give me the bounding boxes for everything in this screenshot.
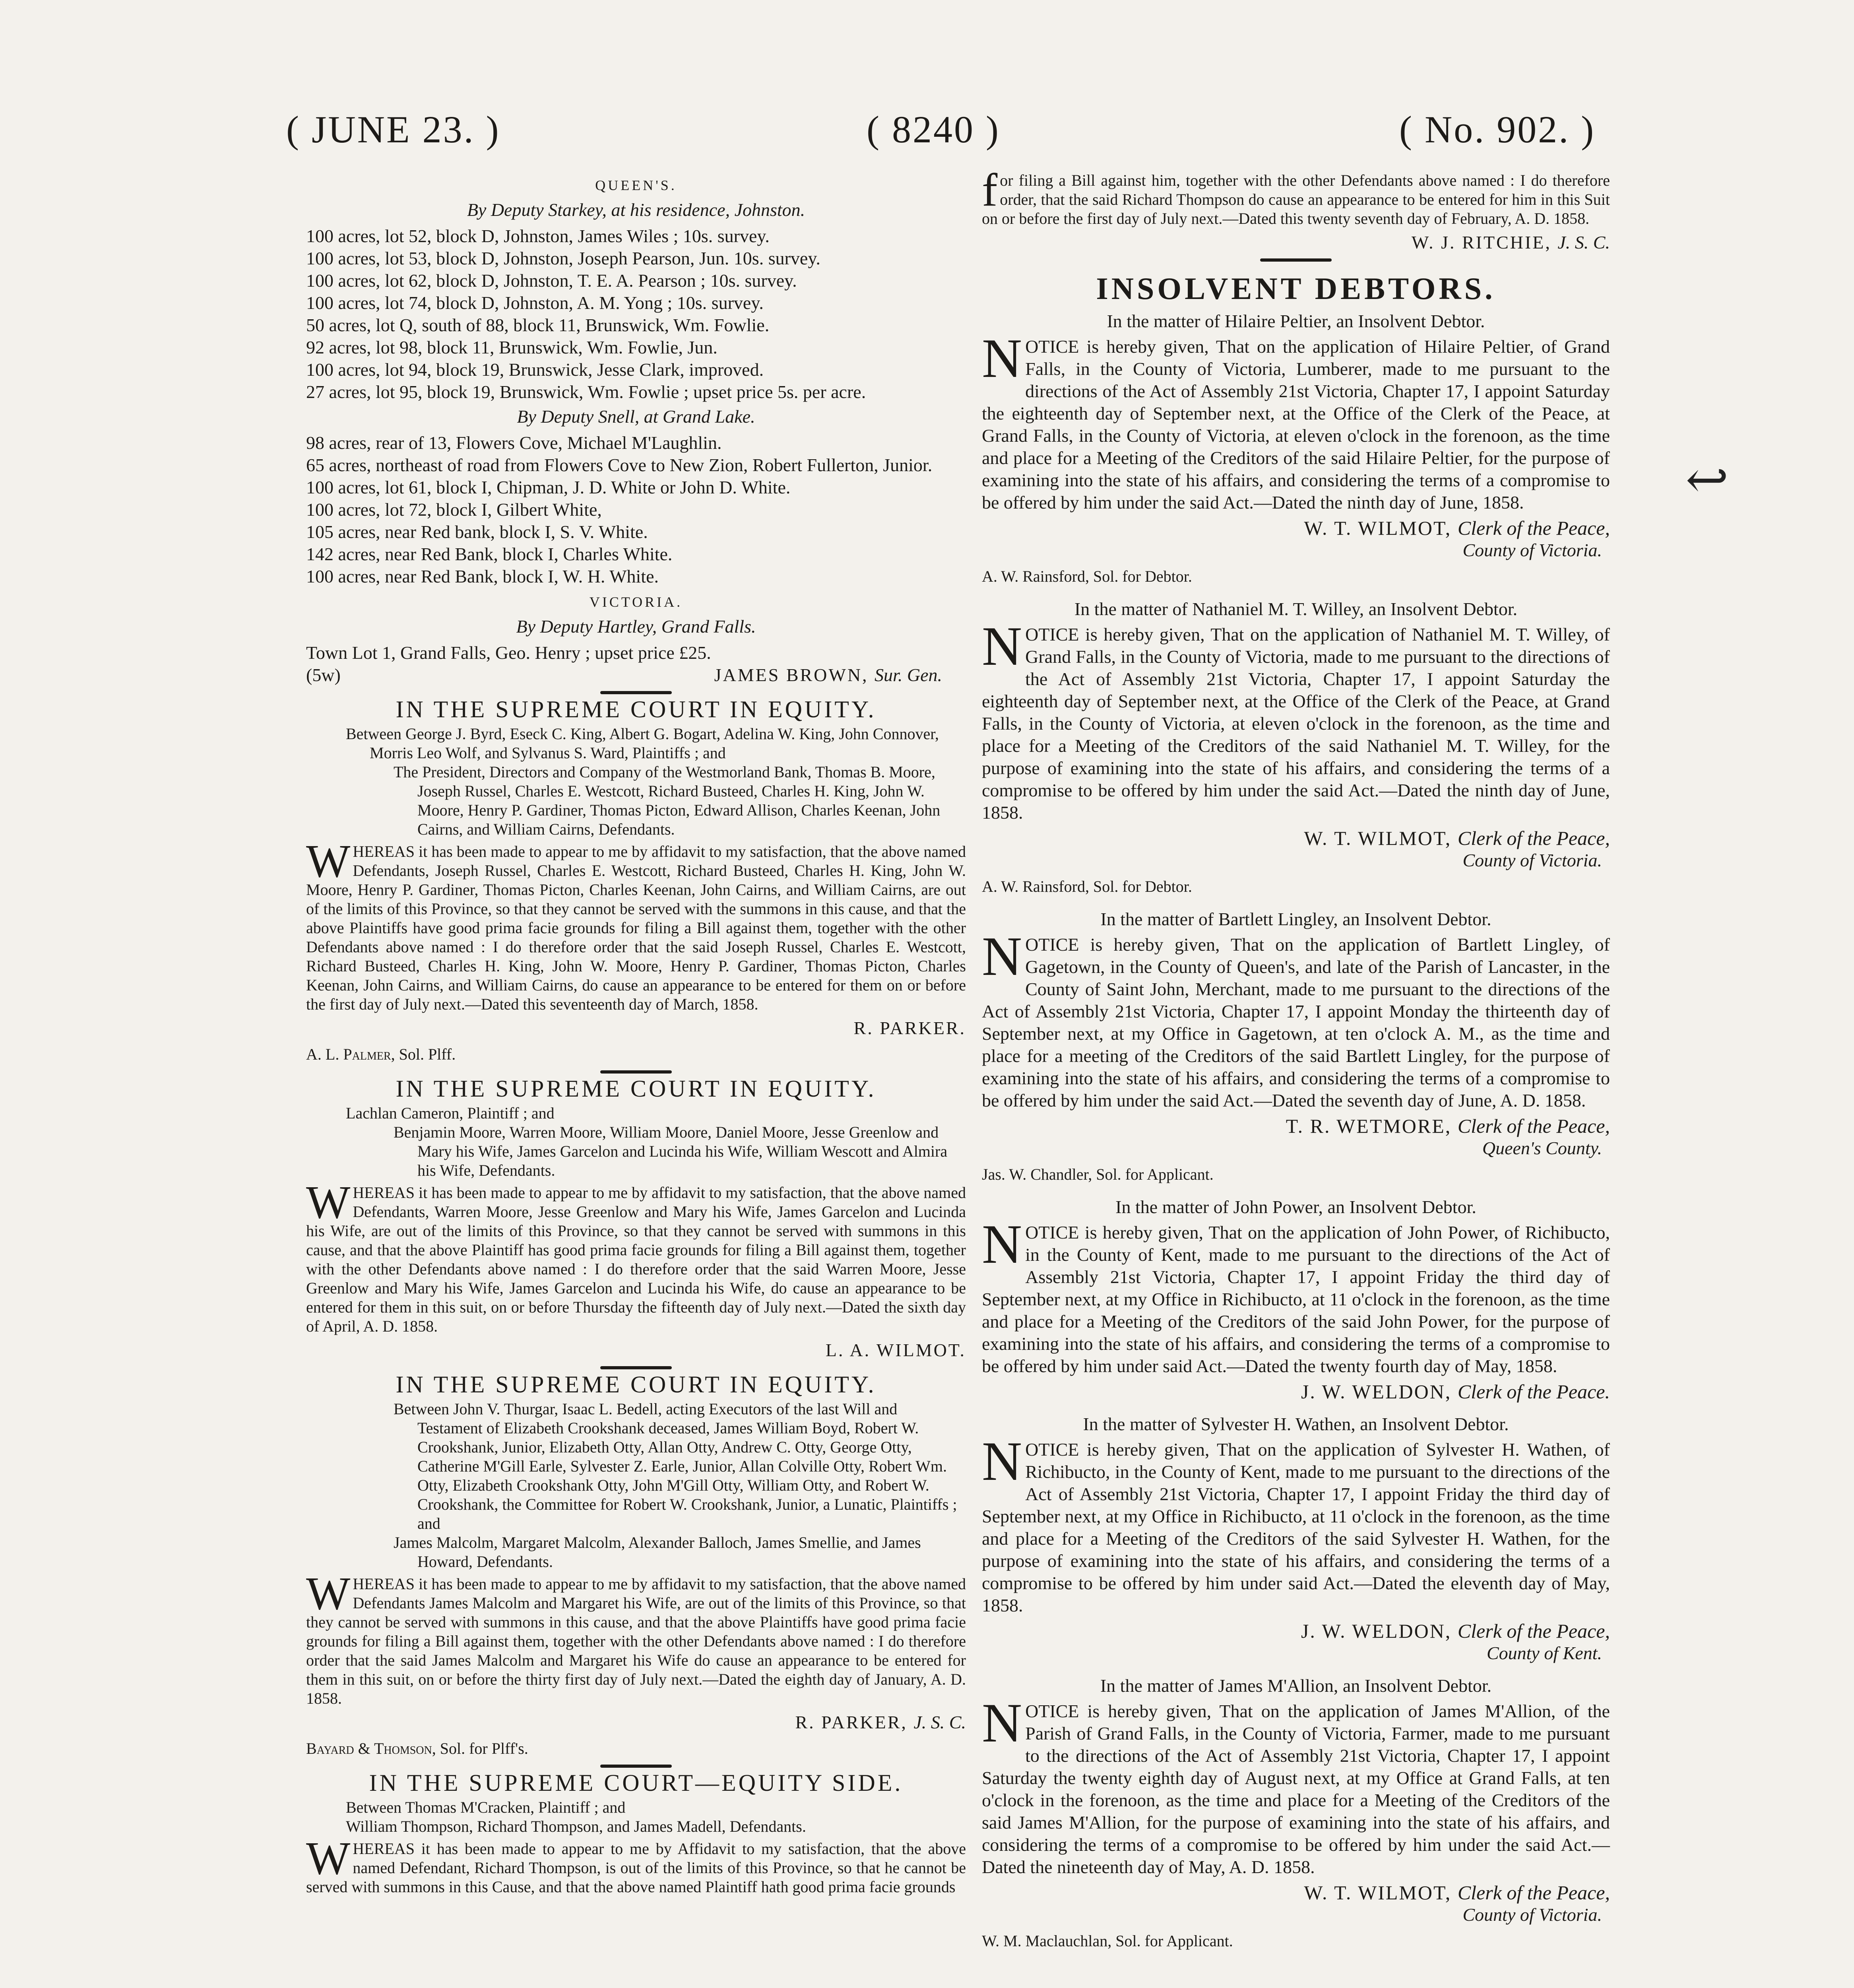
lot-entry: 100 acres, lot 94, block 19, Brunswick, Jesse Clark, improved.: [306, 359, 764, 380]
lot-entry: 100 acres, lot 61, block I, Chipman, J. D. White or John D. White.: [306, 477, 791, 497]
insolvent-notice: [982, 1196, 1610, 1403]
surveyor-name: JAMES BROWN,: [714, 665, 869, 685]
equity-3-signature: [306, 1711, 966, 1734]
equity-3-body: WHEREAS it has been made to appear to me by affidavit to my satisfaction, that the above named Defendants James Malcolm and Margaret his Wife, are out of the limits of this Province, so that they cannot be served with summons in this cause, and that the above Plaintiffs have good prima facie grounds for filing a Bill against them, together with the other Defendants above named : I do therefore order that the said James Malcolm and Margaret his Wife do cause an appearance to be entered for them in this suit, on or before the thirty first day of July next.—Dated the eighth day of January, A. D. 1858.: [306, 1567, 966, 1707]
divider-rule: [600, 1366, 672, 1369]
lot-entry: 100 acres, lot 52, block D, Johnston, James Wiles ; 10s. survey.: [306, 226, 770, 246]
equity-notice-3-title: IN THE SUPREME COURT IN EQUITY.: [396, 1371, 877, 1398]
equity-1-plaintiffs: Between George J. Byrd, Eseck C. King, Albert G. Bogart, Adelina W. King, John Connover, Morris Leo Wolf, and Sylvanus S. Ward, Plaintiffs ; and: [346, 725, 939, 762]
officer-title: Clerk of the Peace,: [1457, 1620, 1610, 1642]
equity-notice-1-title: IN THE SUPREME COURT IN EQUITY.: [396, 696, 877, 722]
equity-1-solicitor: [306, 1043, 966, 1066]
equity-notice-2-title: IN THE SUPREME COURT IN EQUITY.: [396, 1076, 877, 1102]
equity-3-signer: R. PARKER,: [795, 1712, 908, 1732]
lot-entry: 100 acres, lot 53, block D, Johnston, Joseph Pearson, Jun. 10s. survey.: [306, 248, 820, 268]
notice-matter: In the matter of Hilaire Peltier, an Insolvent Debtor.: [1107, 311, 1485, 331]
notice-solicitor: A. W. Rainsford, Sol. for Debtor.: [982, 567, 1192, 585]
deputy-snell: By Deputy Snell, at Grand Lake.: [517, 406, 755, 427]
notice-officer: [982, 1380, 1610, 1403]
notice-officer: [982, 1620, 1610, 1642]
officer-title: Clerk of the Peace,: [1457, 517, 1610, 539]
notice-officer: [982, 827, 1610, 849]
divider-rule: [600, 691, 672, 694]
notice-county: County of Victoria.: [1462, 1905, 1602, 1925]
equity-3-defendants: James Malcolm, Margaret Malcolm, Alexander Balloch, James Smellie, and James Howard, Defendants.: [394, 1534, 921, 1571]
notice-solicitor: W. M. Maclauchlan, Sol. for Applicant.: [982, 1932, 1233, 1950]
officer-name: W. T. WILMOT,: [1304, 517, 1452, 539]
left-column: [306, 171, 966, 1900]
equity-3-plaintiffs: Between John V. Thurgar, Isaac L. Bedell, acting Executors of the last Will and Testament of Elizabeth Crookshank deceased, James William Boyd, Robert W. Crookshank, Junior, Elizabeth Otty, Allan Otty, Andrew C. Otty, George Otty, Catherine M'Gill Earle, Sylvester Z. Earle, Junior, Allan Colville Otty, Robert Wm. Otty, Elizabeth Crookshank Otty, John M'Gill Otty, William Otty, and Robert W. Crookshank, the Committee for Robert W. Crookshank, Junior, a Lunatic, Plaintiffs ; and: [394, 1400, 957, 1532]
equity-2-plaintiffs: Lachlan Cameron, Plaintiff ; and: [346, 1104, 555, 1122]
equity-3-signer-title: J. S. C.: [913, 1712, 966, 1732]
notice-body: NOTICE is hereby given, That on the application of James M'Allion, of the Parish of Grand Falls, in the County of Victoria, Farmer, made to me pursuant to the directions of the Act of Assembly 21st Victoria, Chapter 17, I appoint Saturday the twenty eighth day of August next, at my Office at Grand Falls, at ten o'clock in the forenoon, as the time and place for a Meeting of the Creditors of the said James M'Allion, for the purpose of examining into the state of his affairs, and considering the terms of a compromise to be offered by him under the said Act.—Dated the nineteenth day of May, A. D. 1858.: [982, 1692, 1610, 1877]
notice-matter: In the matter of James M'Allion, an Insolvent Debtor.: [1100, 1675, 1492, 1696]
lot-entry: 27 acres, lot 95, block 19, Brunswick, Wm. Fowlie ; upset price 5s. per acre.: [306, 382, 866, 402]
notice-body: NOTICE is hereby given, That on the application of Bartlett Lingley, of Gagetown, in the County of Queen's, and late of the Parish of Lancaster, in the County of Saint John, Merchant, made to me pursuant to the directions of the Act of Assembly 21st Victoria, Chapter 17, I appoint Monday the thirteenth day of September next, at my Office in Gagetown, at ten o'clock A. M., as the time and place for a meeting of the Creditors of the said Bartlett Lingley, for the purpose of examining into the state of his affairs, and considering the terms of a compromise to be offered by him under the said Act.—Dated the seventh day of June, A. D. 1858.: [982, 926, 1610, 1110]
solicitor-role: Sol. Plff.: [399, 1045, 456, 1063]
insolvent-notice: [982, 310, 1610, 588]
notice-matter: In the matter of John Power, an Insolvent Debtor.: [1115, 1197, 1476, 1217]
notice-body: NOTICE is hereby given, That on the application of Hilaire Peltier, of Grand Falls, in the County of Victoria, Lumberer, made to me pursuant to the directions of the Act of Assembly 21st Victoria, Chapter 17, I appoint Saturday the eighteenth day of September next, at the Office of the Clerk of the Peace, at Grand Falls, in the County of Victoria, at eleven o'clock in the forenoon, as the time and place for a Meeting of the Creditors of the said Hilaire Peltier, for the purpose of examining into the state of his affairs, and considering the terms of a compromise to be offered by him under the said Act.—Dated the ninth day of June, 1858.: [982, 328, 1610, 513]
lot-entry: 50 acres, lot Q, south of 88, block 11, Brunswick, Wm. Fowlie.: [306, 315, 770, 335]
lot-entry: 65 acres, northeast of road from Flowers Cove to New Zion, Robert Fullerton, Junior.: [306, 455, 933, 475]
weeks-mark: (5w): [306, 665, 341, 685]
notice-officer: [982, 1881, 1610, 1904]
insolvent-notice: [982, 908, 1610, 1186]
notice-matter: In the matter of Nathaniel M. T. Willey, an Insolvent Debtor.: [1074, 599, 1518, 619]
equity-4-signature: [982, 231, 1610, 254]
lot-entry: 100 acres, lot 74, block D, Johnston, A. M. Yong ; 10s. survey.: [306, 293, 764, 313]
equity-4-plaintiffs: Between Thomas M'Cracken, Plaintiff ; and: [346, 1798, 626, 1816]
equity-4-signer-title: J. S. C.: [1557, 232, 1610, 252]
insolvent-notice: [982, 1413, 1610, 1664]
officer-name: J. W. WELDON,: [1301, 1620, 1452, 1642]
lot-entry: 100 acres, lot 72, block I, Gilbert White,: [306, 499, 602, 520]
notice-officer: [982, 1115, 1610, 1137]
insolvent-notice: [982, 1675, 1610, 1952]
equity-4-body-continued: for filing a Bill against him, together with the other Defendants above named : I do therefore order, that the said Richard Thompson do cause an appearance to be entered for him in this Suit on or before the first day of July next.—Dated this twenty seventh day of February, A. D. 1858.: [982, 164, 1610, 227]
solicitor-role: Sol. for Plff's.: [440, 1740, 528, 1757]
notice-body: NOTICE is hereby given, That on the application of Nathaniel M. T. Willey, of Grand Falls, in the County of Victoria, made to me pursuant to the directions of the Act of Assembly 21st Victoria, Chapter 17, I appoint Saturday the eighteenth day of September next, at the Office of the Clerk of the Peace, at Grand Falls, in the County of Victoria, at eleven o'clock in the forenoon, as the time and place for a Meeting of the Creditors of the said Nathaniel M. T. Willey, for the purpose of examining into the state of his affairs, and considering the terms of a compromise to be offered by him under the said Act.—Dated the ninth day of June, 1858.: [982, 615, 1610, 823]
notice-county: County of Victoria.: [1462, 850, 1602, 870]
officer-title: Clerk of the Peace,: [1457, 1881, 1610, 1904]
notice-body: NOTICE is hereby given, That on the application of Sylvester H. Wathen, of Richibucto, in the County of Kent, made to me pursuant to the directions of the Act of Assembly 21st Victoria, Chapter 17, I appoint Friday the third day of September next, at my Office in Richibucto, at 11 o'clock in the forenoon, as the time and place for a Meeting of the Creditors of the said Sylvester H. Wathen, for the purpose of examining into the state of his affairs, and considering the terms of a compromise to be offered by him under said Act.—Dated the eleventh day of May, 1858.: [982, 1431, 1610, 1615]
officer-name: W. T. WILMOT,: [1304, 827, 1452, 849]
deputy-starkey: By Deputy Starkey, at his residence, Johnston.: [467, 200, 805, 220]
notice-county: County of Victoria.: [1462, 540, 1602, 560]
solicitor-name: A. L. Palmer,: [306, 1045, 395, 1063]
equity-2-signer: L. A. WILMOT.: [825, 1340, 966, 1360]
notice-solicitor: Jas. W. Chandler, Sol. for Applicant.: [982, 1165, 1214, 1183]
lot-entry: 98 acres, rear of 13, Flowers Cove, Michael M'Laughlin.: [306, 433, 722, 453]
equity-2-defendants: Benjamin Moore, Warren Moore, William Moore, Daniel Moore, Jesse Greenlow and Mary his Wife, James Garcelon and Lucinda his Wife, William Wescott and Almira his Wife, Defendants.: [394, 1123, 948, 1179]
equity-1-defendants: The President, Directors and Company of the Westmorland Bank, Thomas B. Moore, Joseph Russel, Charles E. Westcott, Richard Busteed, Charles H. King, John W. Moore, Henry P. Gardiner, Thomas Picton, Edward Allison, Charles Keenan, John Cairns, and William Cairns, Defendants.: [394, 763, 941, 838]
lot-entry: 105 acres, near Red bank, block I, S. V. White.: [306, 522, 648, 542]
equity-4-body: WHEREAS it has been made to appear to me by Affidavit to my satisfaction, that the above named Defendant, Richard Thompson, is out of the limits of this Province, so that he cannot be served with summons in this Cause, and that the above named Plaintiff hath good prima facie grounds: [306, 1832, 966, 1896]
officer-name: T. R. WETMORE,: [1286, 1115, 1452, 1137]
surveyor-signature-row: [306, 664, 966, 686]
equity-2-body: WHEREAS it has been made to appear to me by affidavit to my satisfaction, that the above named Defendants, Warren Moore, Jesse Greenlow and Mary his Wife, James Garcelon and Lucinda his Wife, are out of the limits of this Province, so that they cannot be served with summons in this cause, and that the above Plaintiff has good prima facie grounds for filing a Bill against them, together with the other Defendants above named : I do therefore order that the said Warren Moore, Jesse Greenlow and Mary his Wife, James Garcelon and Lucinda his Wife, do cause an appearance to be entered for them in this suit, on or before Thursday the fifteenth day of July next.—Dated the sixth day of April, A. D. 1858.: [306, 1176, 966, 1335]
notice-solicitor: A. W. Rainsford, Sol. for Debtor.: [982, 878, 1192, 895]
lot-entry: 142 acres, near Red Bank, block I, Charles White.: [306, 544, 673, 564]
officer-title: Clerk of the Peace.: [1457, 1380, 1610, 1403]
header-date: ( JUNE 23. ): [286, 108, 500, 151]
section-victoria: VICTORIA.: [589, 594, 683, 610]
right-column: [982, 164, 1610, 1956]
equity-4-signer: W. J. RITCHIE,: [1411, 232, 1551, 252]
header-issue-number: ( No. 902. ): [1399, 108, 1596, 151]
margin-mark: ↩: [1685, 452, 1729, 509]
divider-rule: [600, 1765, 672, 1768]
insolvent-debtors-title: INSOLVENT DEBTORS.: [1096, 271, 1496, 306]
section-queens: QUEEN'S.: [595, 177, 677, 193]
insolvent-notice: [982, 598, 1610, 898]
surveyor-signature: [714, 664, 966, 686]
notice-officer: [982, 517, 1610, 539]
notice-matter: In the matter of Bartlett Lingley, an Insolvent Debtor.: [1100, 909, 1491, 929]
town-lot-entry: Town Lot 1, Grand Falls, Geo. Henry ; upset price £25.: [306, 643, 711, 663]
equity-1-body: WHEREAS it has been made to appear to me by affidavit to my satisfaction, that the above named Defendants, Joseph Russel, Charles E. Westcott, Richard Busteed, Charles H. King, John W. Moore, Henry P. Gardiner, Thomas Picton, Charles Keenan, John Cairns, and William Cairns, are out of the limits of this Province, so that they cannot be served with the summons in this cause, and that the above Plaintiffs have good prima facie grounds for filing a Bill against them, together with the other Defendants above named : I do therefore order that the said Joseph Russel, Charles E. Westcott, Richard Busteed, Charles H. King, John W. Moore, Henry P. Gardiner, Thomas Picton, Charles Keenan, John Cairns, and William Cairns, do cause an appearance to be entered for them on or before the first day of July next.—Dated this seventeenth day of March, 1858.: [306, 835, 966, 1013]
equity-notice-4-title: IN THE SUPREME COURT—EQUITY SIDE.: [369, 1770, 903, 1796]
lot-entry: 100 acres, lot 62, block D, Johnston, T. E. A. Pearson ; 10s. survey.: [306, 270, 797, 291]
equity-3-solicitor: [306, 1738, 966, 1760]
deputy-hartley: By Deputy Hartley, Grand Falls.: [516, 616, 756, 637]
notice-county: County of Kent.: [1486, 1643, 1602, 1663]
equity-4-defendants: William Thompson, Richard Thompson, and James Madell, Defendants.: [346, 1817, 806, 1835]
notice-body: NOTICE is hereby given, That on the application of John Power, of Richibucto, in the County of Kent, made to me pursuant to the directions of the Act of Assembly 21st Victoria, Chapter 17, I appoint Friday the third day of September next, at my Office in Richibucto, at 11 o'clock in the forenoon, as the time and place for a Meeting of the Creditors of the said John Power, for the purpose of examining into the state of his affairs, and considering the terms of a compromise to be offered by him under said Act.—Dated the twenty fourth day of May, 1858.: [982, 1213, 1610, 1376]
officer-name: J. W. WELDON,: [1301, 1380, 1452, 1403]
notice-county: Queen's County.: [1482, 1138, 1602, 1158]
divider-rule: [1260, 258, 1332, 262]
officer-title: Clerk of the Peace,: [1457, 827, 1610, 849]
lot-entry: 92 acres, lot 98, block 11, Brunswick, Wm. Fowlie, Jun.: [306, 337, 718, 357]
officer-title: Clerk of the Peace,: [1457, 1115, 1610, 1137]
solicitor-name: Bayard & Thomson,: [306, 1740, 436, 1757]
notice-matter: In the matter of Sylvester H. Wathen, an Insolvent Debtor.: [1083, 1414, 1509, 1434]
lot-entry: 100 acres, near Red Bank, block I, W. H. White.: [306, 566, 659, 586]
equity-1-signer: R. PARKER.: [853, 1018, 966, 1038]
divider-rule: [600, 1070, 672, 1074]
header-page-number: ( 8240 ): [867, 108, 1000, 151]
officer-name: W. T. WILMOT,: [1304, 1881, 1452, 1904]
surveyor-title: Sur. Gen.: [875, 665, 942, 685]
